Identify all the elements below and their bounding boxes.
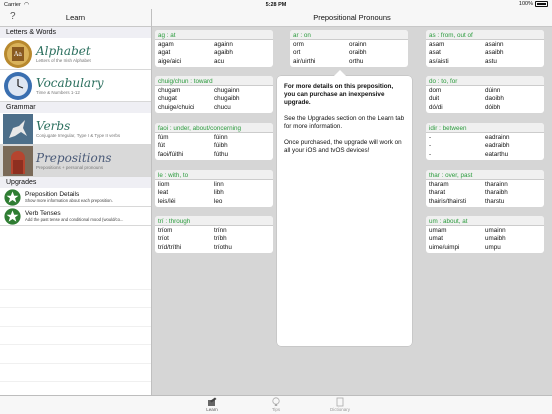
singular-form: tríd/tríthi [158, 243, 182, 251]
pegasus-icon [3, 114, 33, 144]
upgrade-popover [277, 76, 412, 346]
battery-percent: 100% [518, 1, 533, 7]
plural-form: oraibh [349, 49, 367, 57]
sidebar-item-subtitle: Letters of the Irish Alphabet [36, 57, 91, 63]
sidebar-title: Learn [65, 13, 86, 22]
plural-form: fúinn [214, 134, 228, 141]
singular-form: thairis/thairsti [429, 197, 467, 205]
card-chuig[interactable] [155, 76, 273, 113]
plural-form: dóibh [485, 103, 501, 111]
upgrade-title: Preposition Details [25, 191, 80, 198]
sidebar-item-prepositions[interactable] [0, 145, 151, 177]
plural-form: tríbh [214, 235, 227, 243]
singular-form: agam [158, 41, 174, 48]
sidebar-item-label: Verbs [36, 118, 71, 133]
singular-form: agat [158, 49, 171, 57]
star-badge-icon [4, 208, 21, 225]
plural-form: chugaibh [214, 95, 240, 103]
plural-form: chucu [214, 103, 231, 111]
lightbulb-icon [271, 397, 281, 407]
plural-form: againn [214, 41, 233, 48]
card-body [426, 180, 544, 207]
tab-label: Learn [206, 407, 218, 412]
singular-form: as/aisti [429, 57, 449, 65]
card-faoi[interactable] [155, 123, 273, 160]
plural-form: astu [485, 57, 497, 65]
sidebar-item-subtitle: Conjugate Irregular, Type I & Type II verbs [36, 132, 121, 138]
card-header: um : about, at [426, 216, 544, 226]
card-body [426, 40, 544, 67]
book-icon [335, 397, 345, 407]
sidebar [0, 9, 152, 395]
singular-form: tharam [429, 181, 449, 188]
singular-form: asat [429, 49, 441, 57]
plural-form: chugainn [214, 87, 240, 94]
singular-form: ort [293, 49, 301, 57]
sidebar-item-verbs[interactable] [0, 113, 151, 145]
tab-bar [0, 395, 552, 414]
card-header: trí : through [155, 216, 273, 226]
plural-form: dúinn [485, 87, 501, 94]
card-header: faoi : under, about/concerning [155, 123, 273, 133]
singular-form: aige/aici [158, 57, 182, 65]
card-body [155, 133, 273, 160]
plural-form: tríothu [214, 243, 232, 251]
singular-form: leat [158, 189, 169, 197]
empty-list-area [0, 271, 151, 395]
singular-form: umam [429, 227, 447, 234]
sidebar-item-subtitle: Time & Numbers 1-12 [36, 89, 80, 95]
main-header [152, 9, 552, 27]
tab-tips[interactable] [256, 396, 296, 414]
section-letters-words: Letters & Words [0, 27, 151, 38]
card-header: as : from, out of [426, 30, 544, 40]
card-le[interactable] [155, 170, 273, 207]
card-body [155, 40, 273, 67]
singular-form: asam [429, 41, 445, 48]
card-body [426, 86, 544, 113]
card-header: do : to, for [426, 76, 544, 86]
singular-form: chuige/chuici [158, 103, 195, 111]
card-header: ag : at [155, 30, 273, 40]
singular-form: chugam [158, 87, 181, 94]
plural-form: orainn [349, 41, 367, 48]
popover-headline: For more details on this preposition, you can purchase an inexpensive upgrade. [284, 83, 394, 106]
card-tri[interactable] [155, 216, 273, 253]
singular-form: tríot [158, 235, 169, 243]
section-grammar: Grammar [0, 102, 151, 113]
plural-form: umpu [485, 243, 501, 251]
singular-form: umat [429, 235, 443, 243]
singular-form: - [429, 142, 432, 150]
upgrade-description: Show more information about each preposition. [25, 198, 113, 203]
status-bar [0, 0, 552, 9]
singular-form: leis/léi [158, 197, 176, 205]
sidebar-header [0, 9, 151, 27]
card-body [155, 86, 273, 113]
clock-icon [3, 71, 33, 101]
singular-form: - [429, 134, 432, 141]
plural-form: tharaibh [485, 189, 508, 197]
singular-form: duit [429, 95, 440, 103]
card-do[interactable] [426, 76, 544, 113]
singular-form: tharat [429, 189, 446, 197]
singular-form: - [429, 150, 432, 158]
singular-form: dó/di [429, 103, 443, 111]
alphabet-icon [3, 39, 33, 69]
popover-arrow [333, 70, 347, 77]
plural-form: tharainn [485, 181, 508, 188]
upgrade-preposition-details[interactable] [0, 188, 151, 207]
plural-form: asaibh [485, 49, 504, 57]
card-ag[interactable] [155, 30, 273, 67]
tab-label: Dictionary [329, 407, 350, 412]
singular-form: faoi/fúithi [158, 150, 184, 158]
card-body [155, 226, 273, 253]
popover-text: Once purchased, the upgrade will work on all your iOS and tvOS devices! [284, 139, 402, 154]
card-body [155, 180, 273, 207]
plural-form: eadraibh [485, 142, 510, 150]
wifi-icon: ◠ [23, 2, 30, 8]
carrier-label: Carrier [4, 1, 21, 8]
pencil-book-icon [207, 397, 217, 407]
battery-icon [535, 1, 548, 7]
door-icon [3, 146, 33, 176]
card-header: thar : over, past [426, 170, 544, 180]
sidebar-item-label: Vocabulary [36, 75, 104, 90]
upgrade-verb-tenses[interactable] [0, 207, 151, 226]
plural-form: acu [214, 57, 225, 65]
plural-form: leo [214, 197, 223, 205]
page-title: Prepositional Pronouns [313, 13, 391, 22]
plural-form: linn [214, 181, 224, 188]
plural-form: asainn [485, 41, 504, 48]
star-badge-icon [4, 189, 21, 206]
singular-form: uime/uimpi [429, 243, 460, 251]
popover-text: See the Upgrades section on the Learn tab for more information. [284, 115, 405, 130]
plural-form: tharstu [485, 197, 505, 205]
clock: 5:28 PM [265, 1, 287, 8]
card-body [426, 226, 544, 253]
singular-form: dom [429, 87, 442, 94]
plural-form: orthu [349, 57, 364, 65]
card-header: le : with, to [155, 170, 273, 180]
plural-form: fúibh [214, 142, 228, 150]
card-body [426, 133, 544, 160]
sidebar-item-label: Alphabet [36, 43, 91, 58]
sidebar-item-vocabulary[interactable] [0, 70, 151, 102]
card-thar[interactable] [426, 170, 544, 207]
svg-text:Aa: Aa [14, 50, 22, 58]
plural-form: umaibh [485, 235, 506, 243]
singular-form: fúm [158, 134, 169, 141]
tab-dictionary[interactable] [320, 396, 360, 414]
card-idir[interactable] [426, 123, 544, 160]
plural-form: libh [214, 189, 224, 197]
battery-indicator [519, 1, 548, 7]
plural-form: eatarthu [485, 150, 509, 158]
card-as[interactable] [426, 30, 544, 67]
singular-form: chugat [158, 95, 177, 103]
sidebar-item-subtitle: Prepositions + personal pronouns [36, 164, 104, 170]
card-header: idir : between [426, 123, 544, 133]
sidebar-item-alphabet[interactable] [0, 38, 151, 70]
card-um[interactable] [426, 216, 544, 253]
plural-form: fúthu [214, 150, 229, 158]
singular-form: orm [293, 41, 304, 48]
section-upgrades: Upgrades [0, 177, 151, 188]
upgrade-title: Verb Tenses [25, 210, 61, 217]
singular-form: tríom [158, 227, 173, 234]
tab-learn[interactable] [192, 396, 232, 414]
help-button[interactable]: ? [10, 11, 16, 22]
upgrade-description: Add the past tense and conditional mood (would/co... [25, 217, 124, 222]
card-header: chuig/chun : toward [155, 76, 273, 86]
sidebar-item-label: Prepositions [36, 150, 112, 165]
card-body [290, 40, 408, 67]
tab-label: Tips [271, 407, 281, 412]
card-ar[interactable] [290, 30, 408, 67]
plural-form: eadrainn [485, 134, 510, 141]
singular-form: liom [158, 181, 170, 188]
plural-form: agaibh [214, 49, 233, 57]
singular-form: air/uirthi [293, 57, 316, 65]
singular-form: fút [158, 142, 166, 150]
plural-form: daoibh [485, 95, 504, 103]
card-header: ar : on [290, 30, 408, 40]
plural-form: umainn [485, 227, 506, 234]
plural-form: trínn [214, 227, 227, 234]
